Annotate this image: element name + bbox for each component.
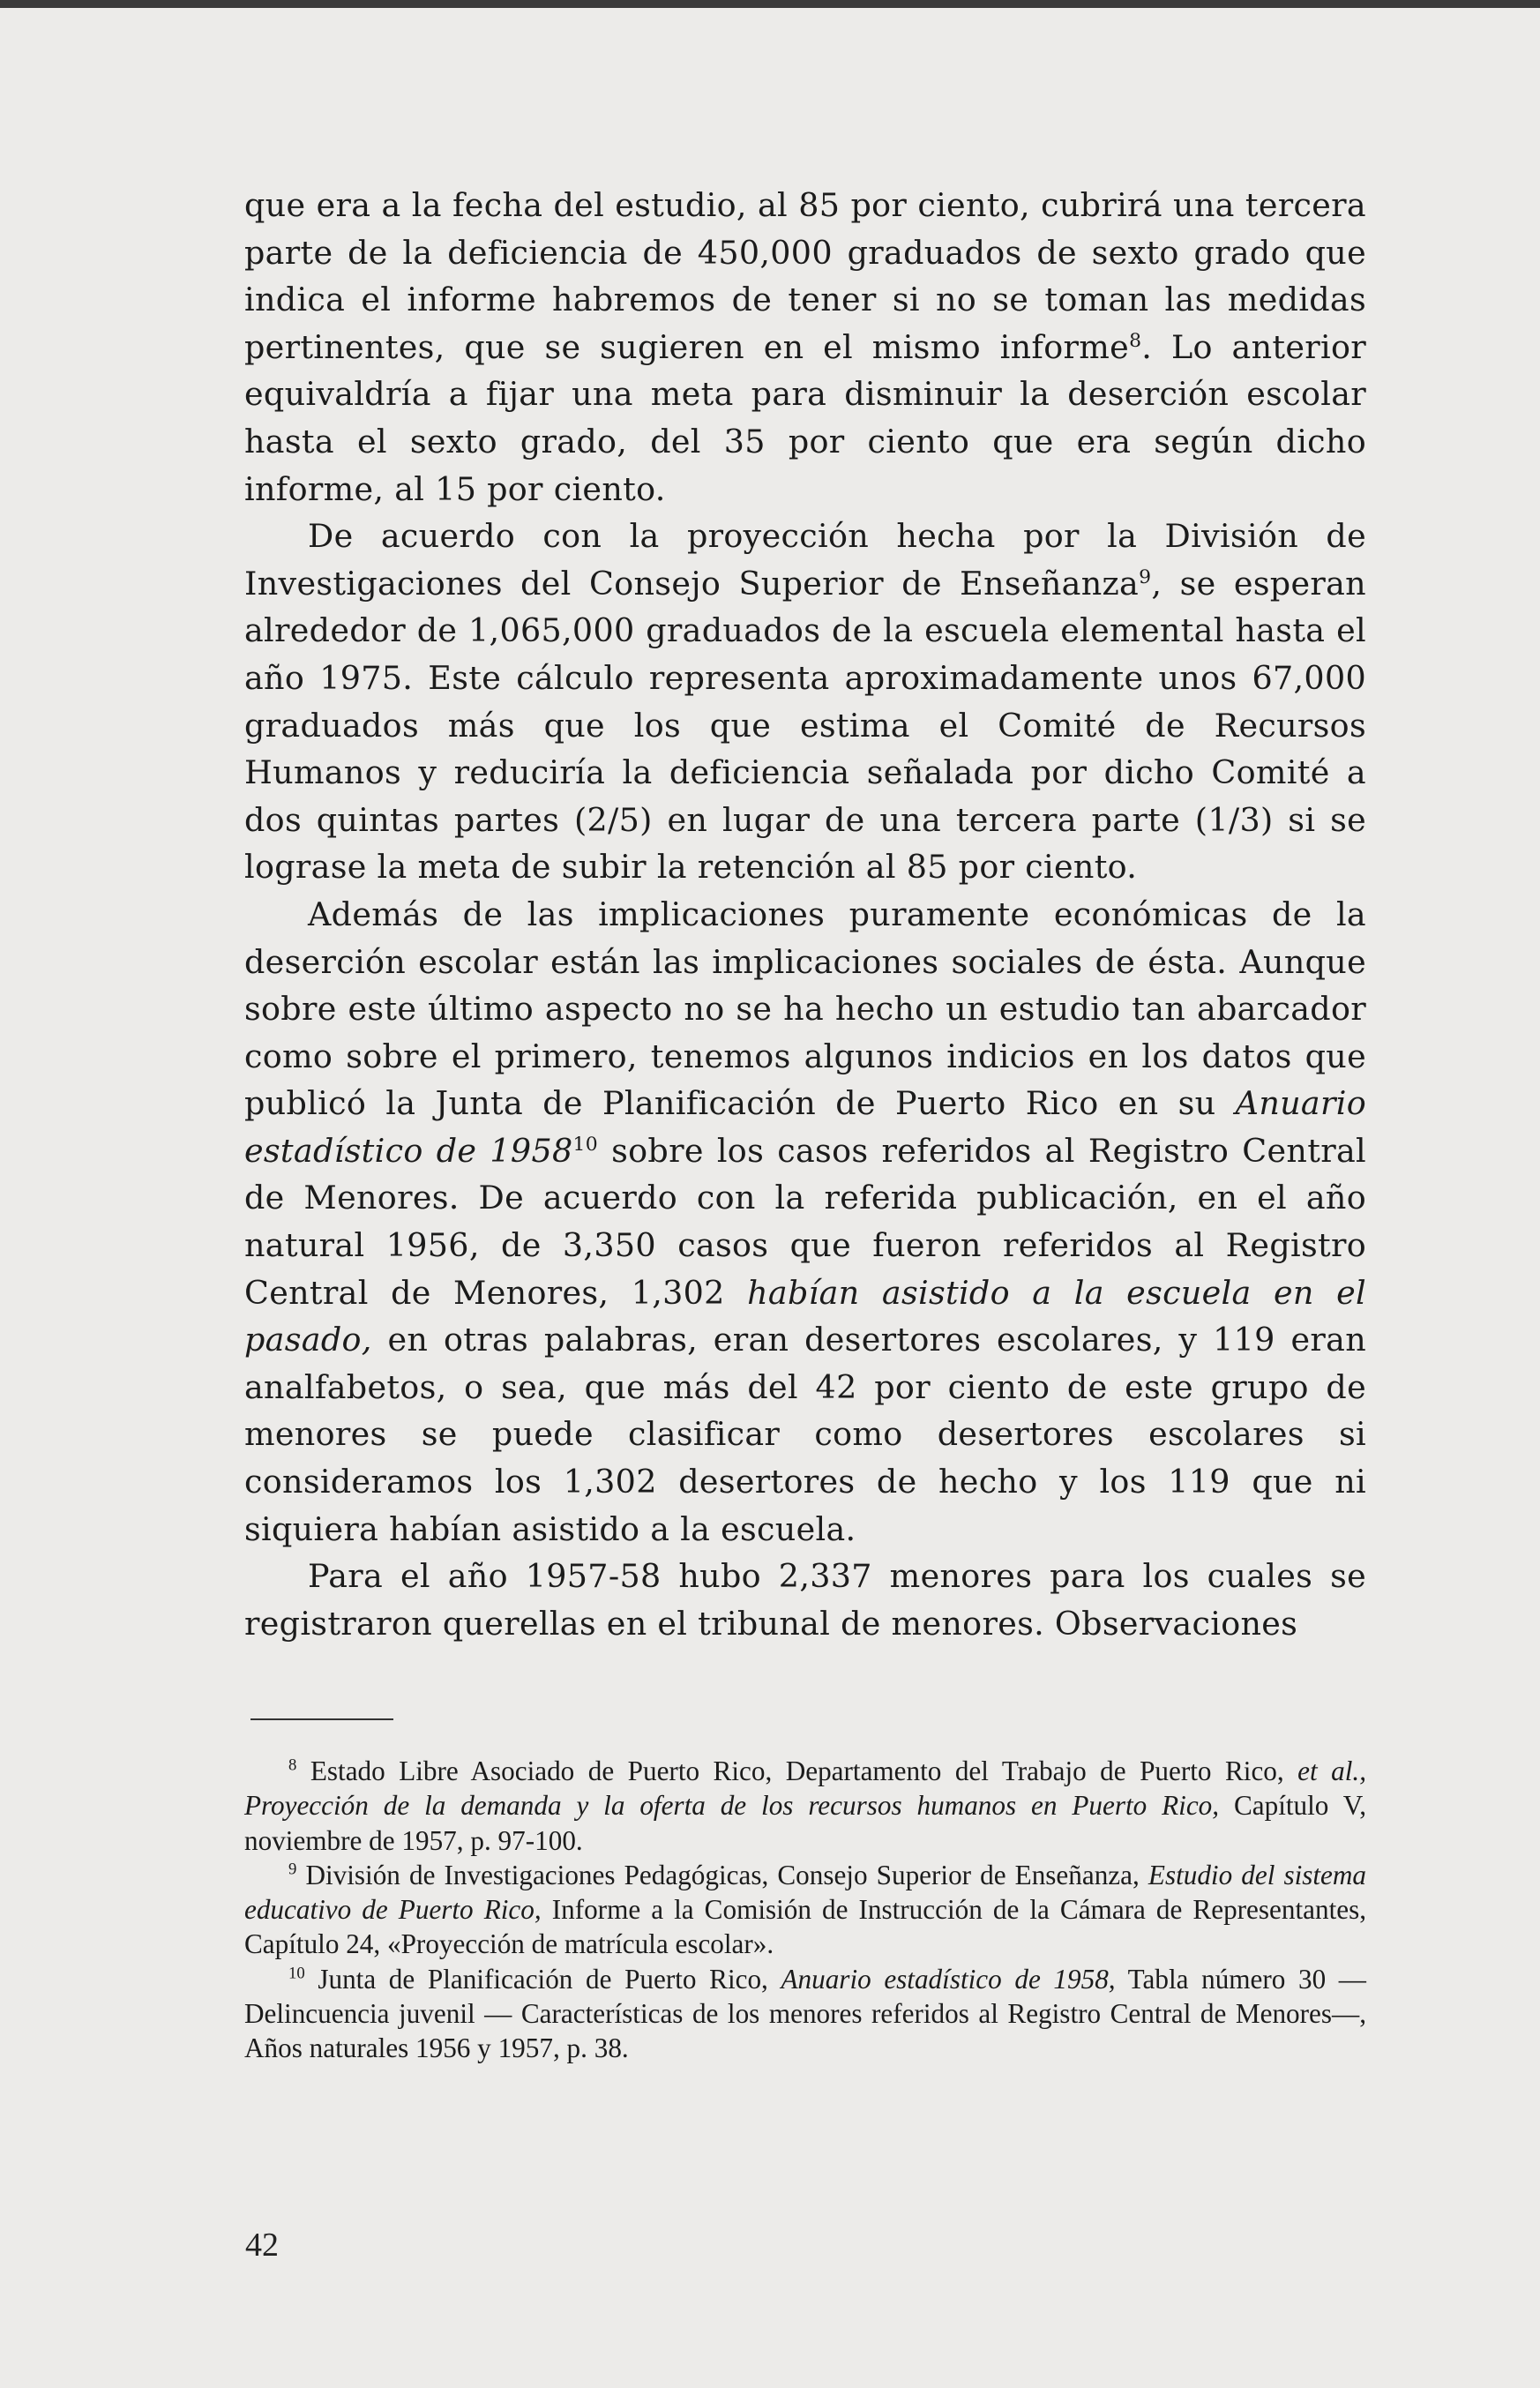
footnote-text: Estado Libre Asociado de Puerto Rico, Departamento del Trabajo de Puerto Rico, bbox=[310, 1755, 1284, 1786]
footnote-text-cont: Capítulo V, noviembre de 1957, p. 97-100. bbox=[244, 1790, 1367, 1856]
footnote-8 bbox=[244, 1754, 1366, 1858]
body-text bbox=[244, 182, 1366, 1647]
paragraph-2 bbox=[244, 513, 1366, 891]
paragraph-4-text: Para el año 1957-58 hubo 2,337 menores para los cuales se registraron querellas en el tribunal de menores. Observaciones bbox=[244, 1557, 1366, 1643]
footnote-text-cont: Tabla número 30 —Delincuencia juvenil — Características de los menores referidos al Registro Central de Menores—, Años naturales 1956 y 1957, p. 38. bbox=[244, 1963, 1366, 2064]
footnotes bbox=[244, 1754, 1366, 2066]
paragraph-2-text-cont: , se esperan alrededor de 1,065,000 graduados de la escuela elemental hasta el año 1975. Este cálculo representa aproximadamente unos 67,000 graduados más que los que estima el Comité de Recursos Humanos y reduciría la deficiencia señalada por dicho Comité a dos quintas partes (2/5) en lugar de una tercera parte (1/3) si se lograse la meta de subir la retención al 85 por ciento. bbox=[244, 564, 1366, 887]
footnote-italic: Anuario estadístico de 1958, bbox=[781, 1963, 1116, 1995]
footnote-italic: et al., Proyección de la demanda y la oferta de los recursos humanos en Puerto Rico, bbox=[244, 1755, 1367, 1822]
paragraph-3-italic-phrase: habían asistido a la escuela en el pasado, bbox=[244, 1273, 1366, 1359]
paragraph-1-text-cont: . Lo anterior equivaldría a fijar una meta para disminuir la deserción escolar hasta el sexto grado, del 35 por ciento que era según dicho informe, al 15 por ciento. bbox=[244, 327, 1366, 508]
paragraph-3-italic-title: Anuario estadístico de 1958 bbox=[244, 1084, 1366, 1170]
paragraph-1-text: que era a la fecha del estudio, al 85 por ciento, cubrirá una tercera parte de la deficiencia de 450,000 graduados de sexto grado que indica el informe habremos de tener si no se toman las medidas pertinentes, que se sugieren en el mismo informe bbox=[244, 186, 1366, 366]
footnote-italic: Estudio del sistema educativo de Puerto Rico, bbox=[244, 1859, 1367, 1926]
footnote-text: División de Investigaciones Pedagógicas, Consejo Superior de Enseñanza, bbox=[305, 1859, 1140, 1890]
footnote-ref-10: 10 bbox=[572, 1133, 598, 1156]
footnote-number: 10 bbox=[288, 1964, 305, 1983]
footnote-number: 9 bbox=[288, 1860, 297, 1879]
paragraph-3 bbox=[244, 891, 1366, 1553]
paragraph-4 bbox=[244, 1553, 1366, 1647]
footnote-ref-9: 9 bbox=[1139, 565, 1152, 588]
top-edge-rule bbox=[0, 0, 1540, 8]
paragraph-1 bbox=[244, 182, 1366, 513]
footnote-ref-8: 8 bbox=[1129, 329, 1142, 352]
footnote-text-cont: Informe a la Comisión de Instrucción de la Cámara de Representantes, Capítulo 24, «Proyección de matrícula escolar». bbox=[244, 1894, 1367, 1960]
footnote-text: Junta de Planificación de Puerto Rico, bbox=[318, 1963, 768, 1995]
footnote-10 bbox=[244, 1962, 1366, 2066]
footnote-separator bbox=[250, 1718, 393, 1720]
paragraph-3-text-cont: sobre los casos referidos al Registro Central de Menores. De acuerdo con la referida publicación, en el año natural 1956, de 3,350 casos que fueron referidos al Registro Central de Menores, 1,302 bbox=[244, 1131, 1366, 1312]
paragraph-3-text: Además de las implicaciones puramente económicas de la deserción escolar están las implicaciones sociales de ésta. Aunque sobre este último aspecto no se ha hecho un estudio tan abarcador como sobre el primero, tenemos algunos indicios en los datos que publicó la Junta de Planificación de Puerto Rico en su bbox=[244, 895, 1366, 1123]
paragraph-2-text: De acuerdo con la proyección hecha por la División de Investigaciones del Consejo Superior de Enseñanza bbox=[244, 517, 1366, 603]
footnote-9 bbox=[244, 1858, 1366, 1962]
page-number: 42 bbox=[245, 2227, 279, 2264]
footnote-number: 8 bbox=[288, 1755, 297, 1775]
paragraph-3-text-end: en otras palabras, eran desertores escolares, y 119 eran analfabetos, o sea, que más del 42 por ciento de este grupo de menores se puede clasificar como desertores escolares si consideramos los 1,302 desertores de hecho y los 119 que ni siquiera habían asistido a la escuela. bbox=[244, 1321, 1366, 1548]
